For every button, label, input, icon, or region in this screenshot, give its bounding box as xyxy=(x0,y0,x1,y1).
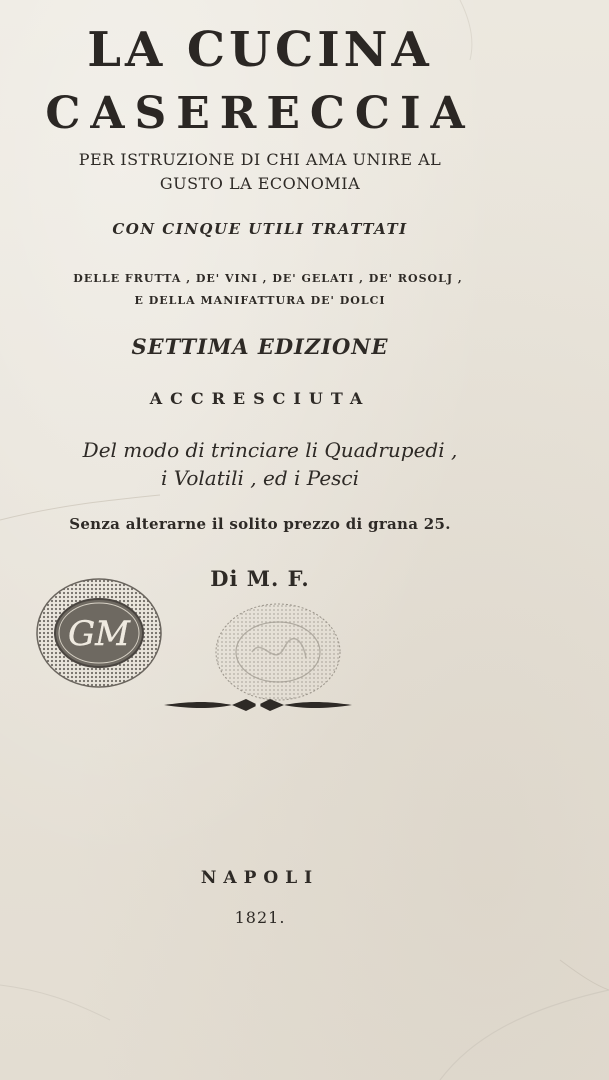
treatises-line: CON CINQUE UTILI TRATTATI xyxy=(112,220,408,238)
imprint-city: NAPOLI xyxy=(200,868,320,888)
imprint-year: 1821. xyxy=(234,908,286,927)
edition-line: SETTIMA EDIZIONE xyxy=(131,334,389,359)
topics-line-1: DELLE FRUTTA , DE' VINI , DE' GELATI , DE' ROSOLJ , xyxy=(73,272,463,285)
author-line: Di M. F. xyxy=(210,566,310,591)
ornament-divider-icon xyxy=(162,695,354,715)
subtitle-line-1: PER ISTRUZIONE DI CHI AMA UNIRE AL xyxy=(78,150,442,169)
title-line-2: CASERECCIA xyxy=(45,88,475,139)
topics-line-2: E DELLA MANIFATTURA DE' DOLCI xyxy=(134,294,386,307)
title-line-1: LA CUCINA xyxy=(87,22,433,78)
carving-line-2: i Volatili , ed i Pesci xyxy=(160,466,360,490)
carving-line-1: Del modo di trinciare li Quadrupedi , xyxy=(82,438,458,462)
monogram-text: GM xyxy=(68,614,130,654)
price-note: Senza alterarne il solito prezzo di grana 25. xyxy=(69,515,451,533)
faded-stamp xyxy=(212,600,344,704)
enlarged-line: ACCRESCIUTA xyxy=(149,389,371,408)
subtitle-line-2: GUSTO LA ECONOMIA xyxy=(159,174,361,193)
monogram-stamp xyxy=(34,575,164,691)
